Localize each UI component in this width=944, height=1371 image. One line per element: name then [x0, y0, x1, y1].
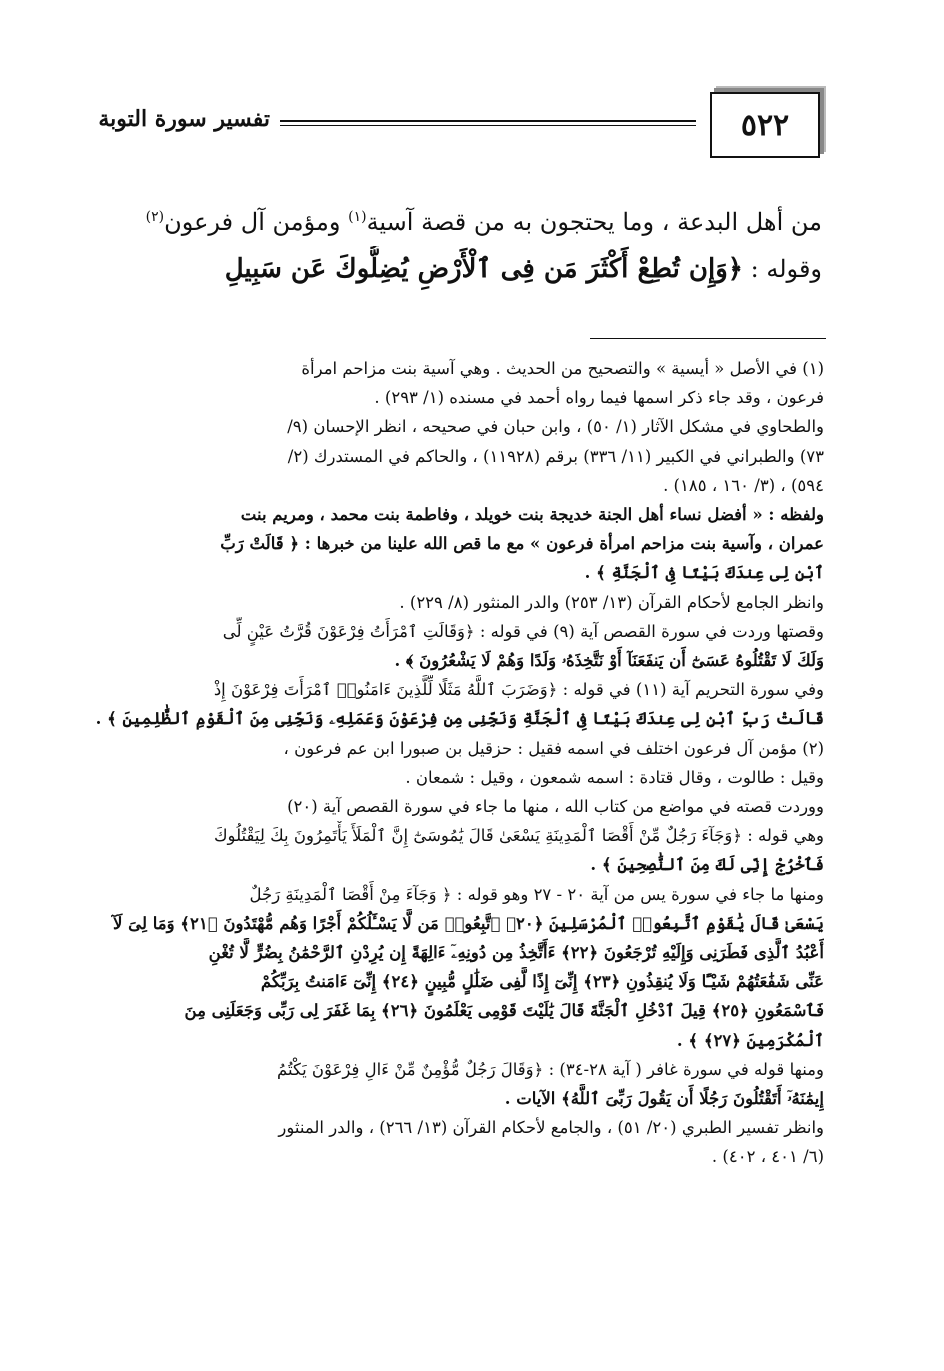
footnote-line: ٱبْنِ لِى عِندَكَ بَيْتًا فِى ٱلْجَنَّةِ ﴾ .	[584, 563, 824, 583]
footnote-line: والطحاوي في مشكل الآثار (١/ ٥٠) ، وابن حبان في صحيحه ، انظر الإحسان (٩/	[287, 417, 824, 437]
footnote-line: ومنها ما جاء في سورة يس من آية ٢٠ - ٢٧ وهو قوله : ﴿ وَجَآءَ مِنْ أَقْصَا ٱلْمَدِينَةِ رَجُلٌ	[249, 884, 824, 904]
footnote-mark-2: (٢)	[145, 209, 165, 225]
footnote-line: عَنِّى شَفَٰعَتُهُمْ شَيْـًٔا وَلَا يُنقِذُونِ ﴿٢٣﴾ إِنِّىٓ إِذًا لَّفِى ضَلَٰلٍ مُّبِينٍ ﴿٢٤﴾ إِنِّىٓ ءَامَنتُ بِرَبِّكُمْ	[260, 972, 824, 992]
footnote-line: إِيمَٰنَهُۥٓ أَتَقْتُلُونَ رَجُلًا أَن يَقُولَ رَبِّىَ ٱللَّهُ﴾ الآيات .	[504, 1089, 824, 1109]
footnotes	[86, 354, 824, 1172]
footnote-line: أَعْبُدُ ٱلَّذِى فَطَرَنِى وَإِلَيْهِ تُرْجَعُونَ ﴿٢٢﴾ ءَأَتَّخِذُ مِن دُونِهِۦٓ ءَالِهَةً إِن يُرِدْنِ ٱلرَّحْمَٰنُ بِضُرٍّ لَّا تُغْنِ	[208, 943, 824, 963]
footnote-line: فَٱخْرُجْ إِنِّى لَكَ مِنَ ٱلنَّٰصِحِينَ ﴾ .	[590, 855, 824, 875]
footnote-line: ٥٩٤) ، (٣/ ١٦٠ ، ١٨٥) .	[663, 475, 824, 495]
page-number: ٥٢٢	[740, 107, 790, 143]
footnote-line: فرعون ، وقد جاء ذكر اسمها فيما رواه أحمد في مسنده (١/ ٢٩٣) .	[374, 388, 824, 408]
footnote-line: ومنها قوله في سورة غافر ( آية ٢٨-٣٤) : ﴿وَقَالَ رَجُلٌ مُّؤْمِنٌ مِّنْ ءَالِ فِرْعَوْنَ يَكْتُمُ	[277, 1059, 824, 1079]
footnote-line: (٦/ ٤٠١ ، ٤٠٢) .	[711, 1147, 824, 1167]
footnote-line: ٧٣) والطبراني في الكبير (١١/ ٣٣٦) برقم (١١٩٢٨) ، والحاكم في المستدرك (٢/	[287, 446, 824, 466]
footnote-line: ٱلْمُكْرَمِينَ ﴿٢٧﴾ ﴾ .	[676, 1030, 824, 1050]
quran-verse: ﴿وَإِن تُطِعْ أَكْثَرَ مَن فِى ٱلْأَرْضِ يُضِلُّوكَ عَن سَبِيلِ	[224, 254, 744, 284]
main-line-2: وقوله : ﴿وَإِن تُطِعْ أَكْثَرَ مَن فِى ٱلْأَرْضِ يُضِلُّوكَ عَن سَبِيلِ	[224, 254, 822, 284]
footnote-separator	[590, 338, 826, 339]
footnote-line: يَسْعَىٰ قَالَ يَٰقَوْمِ ٱتَّبِعُوا۟ ٱلْمُرْسَلِينَ ﴿٢٠﴾ ٱتَّبِعُوا۟ مَن لَّا يَسْـَٔلُكُمْ أَجْرًا وَهُم مُّهْتَدُونَ ﴿٢١﴾ وَمَا لِىَ لَآ	[113, 913, 824, 933]
footnote-line: وانظر تفسير الطبري (٢٠/ ٥١) ، والجامع لأحكام القرآن (١٣/ ٢٦٦) ، والدر المنثور	[278, 1118, 824, 1138]
running-title: تفسير سورة التوبة	[98, 106, 270, 132]
footnote-line: وَلَكَ لَا تَقْتُلُوهُ عَسَىٰٓ أَن يَنفَعَنَآ أَوْ نَتَّخِذَهُۥ وَلَدًا وَهُمْ لَا يَشْعُرُونَ ﴾ .	[394, 651, 824, 671]
footnote-mark-1: (١)	[348, 209, 367, 225]
page-number-box	[710, 92, 820, 158]
footnote-line: ولفظه : « أفضل نساء أهل الجنة خديجة بنت خويلد ، وفاطمة بنت محمد ، ومريم بنت	[240, 505, 824, 525]
footnote-line: (٢) مؤمن آل فرعون اختلف في اسمه فقيل : حزقيل بن صبورا ابن عم فرعون ،	[283, 738, 824, 758]
footnote-line: ووردت قصته في مواضع من كتاب الله ، منها ما جاء في سورة القصص آية (٢٠)	[287, 797, 824, 817]
footnote-line: وانظر الجامع لأحكام القرآن (١٣/ ٢٥٣) والدر المنثور (٨/ ٢٢٩) .	[399, 592, 824, 612]
footnote-line: وقصتها وردت في سورة القصص آية (٩) في قوله : ﴿وَقَالَتِ ٱمْرَأَتُ فِرْعَوْنَ قُرَّتُ عَيْنٍ لِّى	[222, 621, 824, 641]
footnote-line: عمران ، وآسية بنت مزاحم امرأة فرعون » مع ما قص الله علينا من خبرها : ﴿ قَالَتْ رَبِّ	[220, 534, 824, 554]
main-line-1: من أهل البدعة ، وما يحتجون به من قصة آسية$^{(١)}$ ومؤمن آل فرعون$^{(٢)}$	[145, 208, 822, 236]
header-rule	[280, 120, 696, 126]
footnote-line: قَالَتْ رَبِّ ٱبْنِ لِى عِندَكَ بَيْتًا فِى ٱلْجَنَّةِ وَنَجِّنِى مِن فِرْعَوْنَ وَعَمَلِهِۦ وَنَجِّنِى مِنَ ٱلْقَوْمِ ٱلظَّٰلِمِينَ ﴾ .	[95, 709, 824, 729]
main-text	[86, 194, 822, 293]
footnote-line: فَٱسْمَعُونِ ﴿٢٥﴾ قِيلَ ٱدْخُلِ ٱلْجَنَّةَ قَالَ يَٰلَيْتَ قَوْمِى يَعْلَمُونَ ﴿٢٦﴾ بِمَا غَفَرَ لِى رَبِّى وَجَعَلَنِى مِنَ	[184, 1001, 824, 1021]
footnote-line: (١) في الأصل « أيسية » والتصحيح من الحديث . وهي آسية بنت مزاحم امرأة	[301, 359, 824, 378]
page-header	[80, 92, 820, 162]
footnote-line: وهي قوله : ﴿وَجَآءَ رَجُلٌ مِّنْ أَقْصَا ٱلْمَدِينَةِ يَسْعَىٰ قَالَ يَٰمُوسَىٰٓ إِنَّ ٱلْمَلَأَ يَأْتَمِرُونَ بِكَ لِيَقْتُلُوكَ	[213, 826, 824, 846]
footnote-line: وقيل : طالوت ، وقال قتادة : اسمه شمعون ، وقيل : شمعان .	[405, 767, 824, 787]
footnote-line: وفي سورة التحريم آية (١١) في قوله : ﴿وَضَرَبَ ٱللَّهُ مَثَلًا لِّلَّذِينَ ءَامَنُوا۟ ٱمْرَأَتَ فِرْعَوْنَ إِذْ	[213, 680, 824, 700]
